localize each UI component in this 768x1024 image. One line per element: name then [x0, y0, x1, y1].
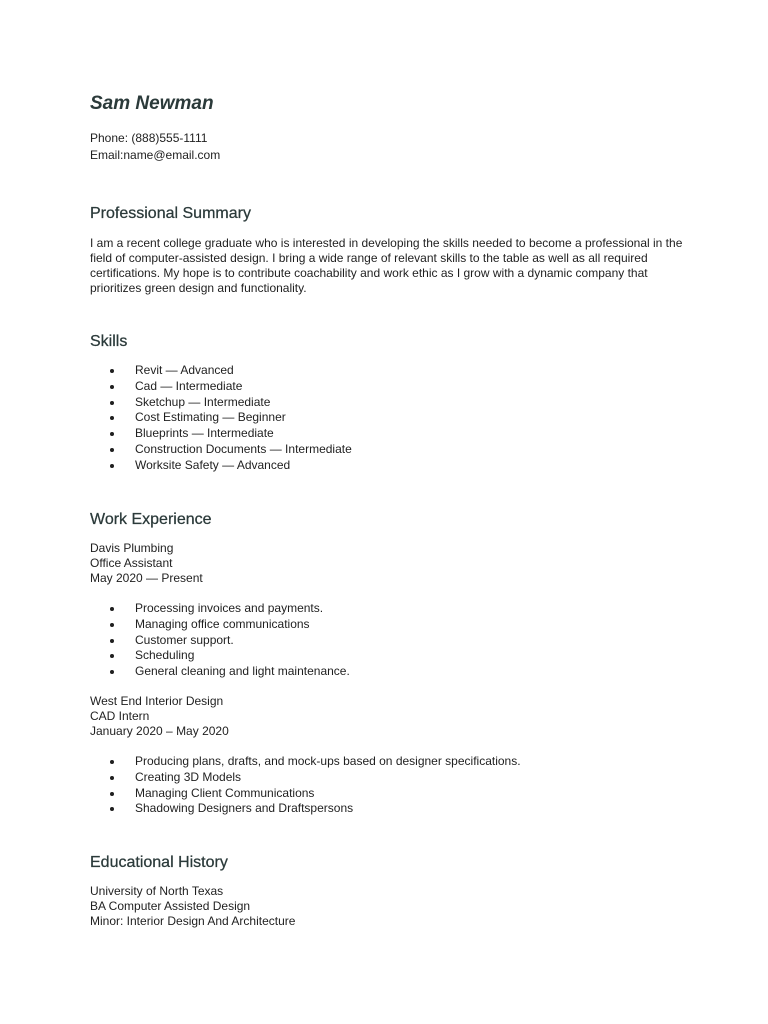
duty-label: Processing invoices and payments.: [135, 601, 324, 615]
skill-item: [110, 442, 352, 458]
skill-label: Construction Documents — Intermediate: [135, 441, 352, 456]
skill-item: [110, 395, 352, 411]
experience-heading: Work Experience: [90, 511, 212, 528]
skill-item: [110, 363, 352, 379]
duty-item: [110, 801, 521, 817]
job-company: Davis Plumbing: [90, 541, 174, 555]
skill-label: Blueprints — Intermediate: [135, 426, 274, 441]
job-role: Office Assistant: [90, 556, 173, 570]
degree: BA Computer Assisted Design: [90, 899, 251, 913]
bullet-icon: [110, 464, 114, 468]
bullet-icon: [110, 448, 114, 452]
job-dates: May 2020 — Present: [90, 571, 203, 585]
skill-label: Sketchup — Intermediate: [135, 394, 271, 409]
bullet-icon: [110, 607, 114, 611]
candidate-name: Sam Newman: [90, 93, 214, 114]
education-heading: Educational History: [90, 854, 228, 871]
bullet-icon: [110, 369, 114, 373]
duty-label: General cleaning and light maintenance.: [135, 664, 350, 679]
minor: Minor: Interior Design And Architecture: [90, 914, 296, 928]
job-header: [90, 694, 229, 739]
duty-label: Customer support.: [135, 632, 234, 647]
duty-label: Managing office communications: [135, 616, 310, 631]
job-duties-list: [110, 754, 521, 817]
contact-info: [90, 130, 220, 164]
skill-label: Cost Estimating — Beginner: [135, 410, 286, 425]
job-dates: January 2020 – May 2020: [90, 724, 229, 738]
bullet-icon: [110, 792, 114, 796]
phone-line: Phone: (888)555-1111: [90, 131, 208, 145]
skill-label: Cad — Intermediate: [135, 378, 243, 393]
skill-item: [110, 426, 352, 442]
duty-label: Managing Client Communications: [135, 785, 315, 800]
skills-heading: Skills: [90, 333, 128, 350]
bullet-icon: [110, 401, 114, 405]
skill-item: [110, 410, 352, 426]
duty-item: [110, 648, 350, 664]
bullet-icon: [110, 760, 114, 764]
job-header: [90, 541, 203, 586]
duty-item: [110, 633, 350, 649]
bullet-icon: [110, 639, 114, 643]
duty-item: [110, 617, 350, 633]
education-details: [90, 884, 295, 929]
duty-item: [110, 786, 521, 802]
job-duties-list: [110, 601, 350, 680]
duty-label: Shadowing Designers and Draftspersons: [135, 801, 354, 816]
bullet-icon: [110, 654, 114, 658]
duty-item: [110, 664, 350, 680]
job-role: CAD Intern: [90, 709, 150, 723]
bullet-icon: [110, 623, 114, 627]
skills-list: [110, 363, 352, 474]
bullet-icon: [110, 432, 114, 436]
duty-item: [110, 770, 521, 786]
bullet-icon: [110, 385, 114, 389]
duty-label: Producing plans, drafts, and mock-ups based on designer specifications.: [135, 754, 521, 768]
skill-label: Worksite Safety — Advanced: [135, 457, 291, 472]
job-company: West End Interior Design: [90, 694, 224, 708]
email-line: Email:name@email.com: [90, 148, 221, 162]
duty-item: [110, 754, 521, 770]
bullet-icon: [110, 416, 114, 420]
duty-item: [110, 601, 350, 617]
summary-text: I am a recent college graduate who is interested in developing the skills needed to become a professional in the field of computer-assisted design. I bring a wide range of relevant skills to the table as well as all required certifications. My hope is to contribute coachability and work ethic as I grow with a dynamic company that prioritizes green design and functionality.: [90, 236, 683, 295]
skill-item: [110, 458, 352, 474]
bullet-icon: [110, 776, 114, 780]
bullet-icon: [110, 670, 114, 674]
duty-label: Creating 3D Models: [135, 769, 242, 784]
duty-label: Scheduling: [135, 648, 195, 663]
skill-item: [110, 379, 352, 395]
skill-label: Revit — Advanced: [135, 363, 234, 377]
bullet-icon: [110, 807, 114, 811]
summary-heading: Professional Summary: [90, 205, 251, 222]
school-name: University of North Texas: [90, 884, 224, 898]
